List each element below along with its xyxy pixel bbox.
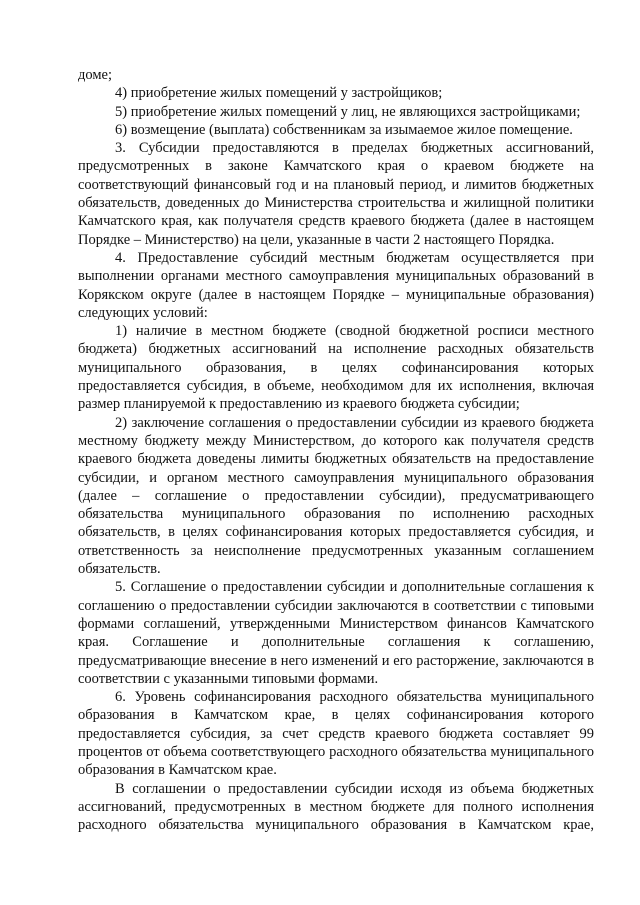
paragraph-section-3: 3. Субсидии предоставляются в пределах бюджетных ассигнований, предусмотренных в законе Камчатского края о краевом бюджете на соответствующий финансовый год и на плановый период, и лимитов бюджетных обязательств, доведенных до Министерства строительства и жилищной политики Камчатского края, как получателя средств краевого бюджета (далее в настоящем Порядке – Министерство) на цели, указанные в части 2 настоящего Порядка.	[78, 140, 594, 248]
paragraph-section-4: 4. Предоставление субсидий местным бюджетам осуществляется при выполнении органами местного самоуправления муниципальных образований в Корякском округе (далее в настоящем Порядке – муниципальные образования) следующих условий:	[78, 249, 594, 321]
condition-item-1: 1) наличие в местном бюджете (сводной бюджетной росписи местного бюджета) бюджетных ассигнований на исполнение расходных обязательств муниципального образования, в целях софинансирования которых предоставляется субсидия, в объеме, необходимом для их исполнения, включая размер планируемой к предоставлению из краевого бюджета субсидии;	[78, 323, 594, 413]
list-item-4: 4) приобретение жилых помещений у застройщиков;	[115, 85, 443, 102]
list-item-6: 6) возмещение (выплата) собственникам за изымаемое жилое помещение.	[115, 121, 573, 138]
paragraph-section-5: 5. Соглашение о предоставлении субсидии и дополнительные соглашения к соглашению о предоставлении субсидии заключаются в соответствии с типовыми формами соглашений, утвержденными Министерством финансов Камчатского края. Соглашение и дополнительные соглашения к соглашению, предусматривающие внесение в него изменений и его расторжение, заключаются в соответствии с указанными типовыми формами.	[78, 579, 594, 687]
list-item-5: 5) приобретение жилых помещений у лиц, не являющихся застройщиками;	[115, 103, 581, 120]
condition-item-2: 2) заключение соглашения о предоставлении субсидии из краевого бюджета местному бюджету между Министерством, до которого как получателя средств краевого бюджета доведены лимиты бюджетных обязательств на предоставление субсидии, и органом местного самоуправления муниципального образования (далее – соглашение о предоставлении субсидии), предусматривающего обязательства муниципального образования по исполнению расходных обязательств, в целях софинансирования которых предоставляется субсидия, и ответственность за неисполнение предусмотренных указанным соглашением обязательств.	[78, 414, 594, 578]
paragraph-continuation: доме;	[78, 67, 112, 83]
paragraph-agreement-volume: В соглашении о предоставлении субсидии исходя из объема бюджетных ассигнований, предусмотренных в местном бюджете для полного исполнения расходного обязательства муниципального образования в Камчатском крае,	[78, 780, 594, 834]
paragraph-section-6: 6. Уровень софинансирования расходного обязательства муниципального образования в Камчатском крае, в целях софинансирования которого предоставляется субсидия, за счет средств краевого бюджета составляет 99 процентов от объема соответствующего расходного обязательства муниципального образования в Камчатском крае.	[78, 689, 594, 779]
